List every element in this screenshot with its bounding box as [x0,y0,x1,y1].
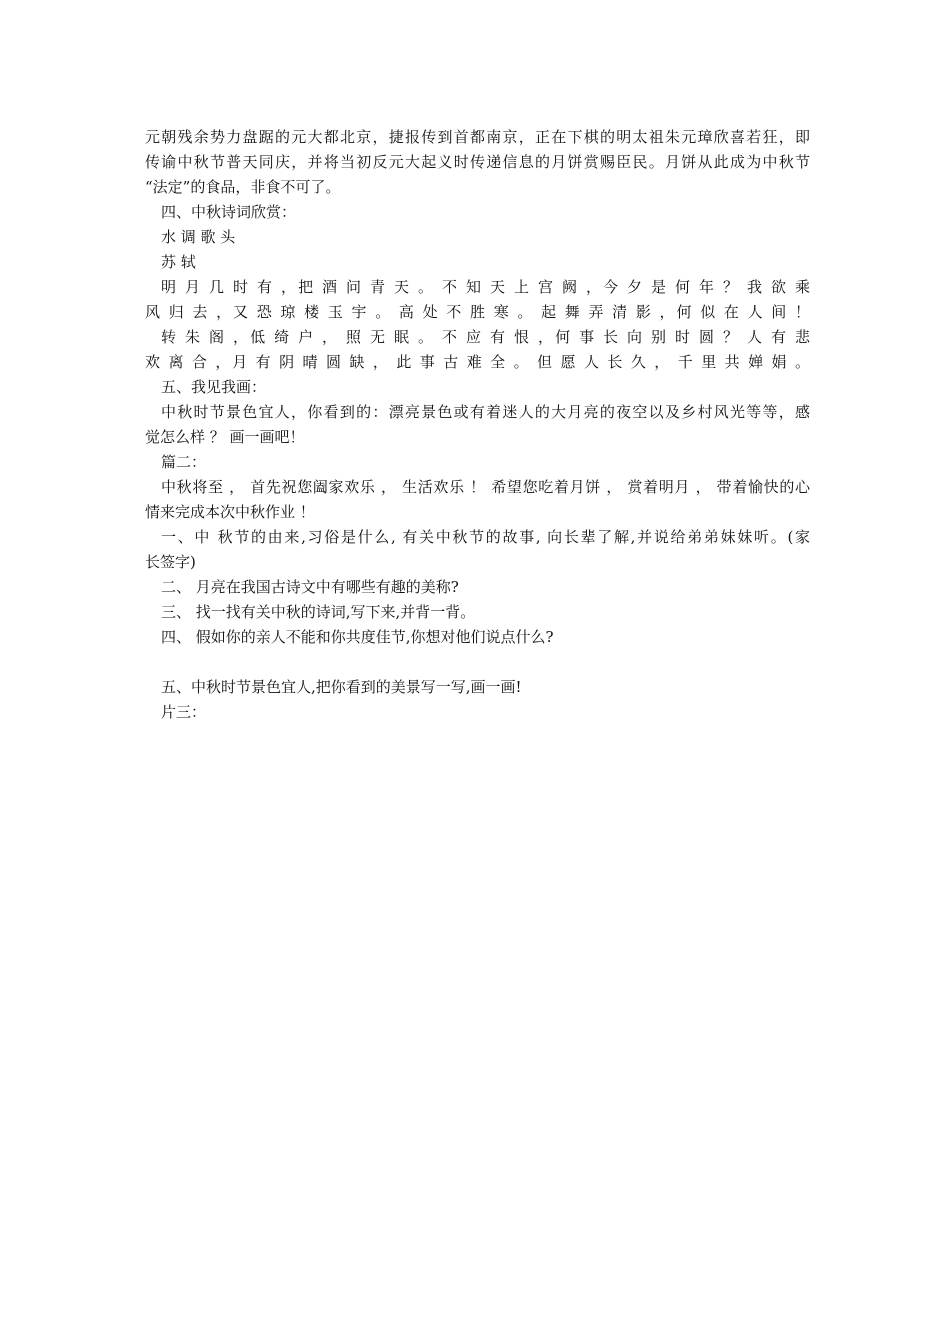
poem-title: 水 调 歌 头 [161,228,236,246]
list-item: 五、中秋时节景色宜人,把你看到的美景写一写,画一画! [161,678,522,696]
text-line: “法定”的食品，非食不可了。 [145,178,341,196]
poem-line: 风 归 去 ，又 恐 琼 楼 玉 宇 。 高 处 不 胜 寒 。 起 舞 弄 清 影 ，何 似 在 人 间 ！ [145,303,810,321]
text-line: 传谕中秋节普天同庆，并将当初反元大起义时传递信息的月饼赏赐臣民。月饼从此成为中秋节 [145,153,810,171]
text-line: 觉怎么样 ？ 画一画吧！ [145,428,305,446]
poem-author: 苏 轼 [161,253,196,271]
poem-line: 欢 离 合 ，月 有 阴 晴 圆 缺 ， 此 事 古 难 全 。 但 愿 人 长 久 ， 千 里 共 婵 娟 。 [145,353,810,371]
text-line: 情来完成本次中秋作业 ！ [145,503,315,521]
list-item: 二、 月亮在我国古诗文中有哪些有趣的美称? [161,578,459,596]
list-item: 一、中 秋节的由来,习俗是什么, 有关中秋节的故事, 向长辈了解,并说给弟弟妹妹听。(家 [161,528,810,546]
text-line: 中秋时节景色宜人，你看到的：漂亮景色或有着迷人的大月亮的夜空以及乡村风光等等，感 [161,403,810,421]
section-heading: 四、中秋诗词欣赏： [161,203,297,221]
list-item: 三、 找一找有关中秋的诗词,写下来,并背一背。 [161,603,476,621]
text-line: 中秋将至 ， 首先祝您阖家欢乐 ， 生活欢乐 ！ 希望您吃着月饼 ， 赏着明月 ， 带着愉快的心 [161,478,810,496]
poem-line: 明 月 几 时 有 ，把 酒 问 青 天 。 不 知 天 上 宫 阙 ，今 夕 是 何 年 ？ 我 欲 乘 [161,278,810,296]
list-item: 四、 假如你的亲人不能和你共度佳节,你想对他们说点什么? [161,628,554,646]
text-line: 元朝残余势力盘踞的元大都北京，捷报传到首都南京，正在下棋的明太祖朱元璋欣喜若狂，即 [145,128,810,146]
section-heading: 片三： [161,703,207,721]
text-line: 长签字) [145,553,196,571]
poem-line: 转 朱 阁 ，低 绮 户 ， 照 无 眠 。 不 应 有 恨 ，何 事 长 向 别 时 圆 ？ 人 有 悲 [161,328,810,346]
section-heading: 五、我见我画： [161,378,267,396]
section-heading: 篇二： [161,453,207,471]
